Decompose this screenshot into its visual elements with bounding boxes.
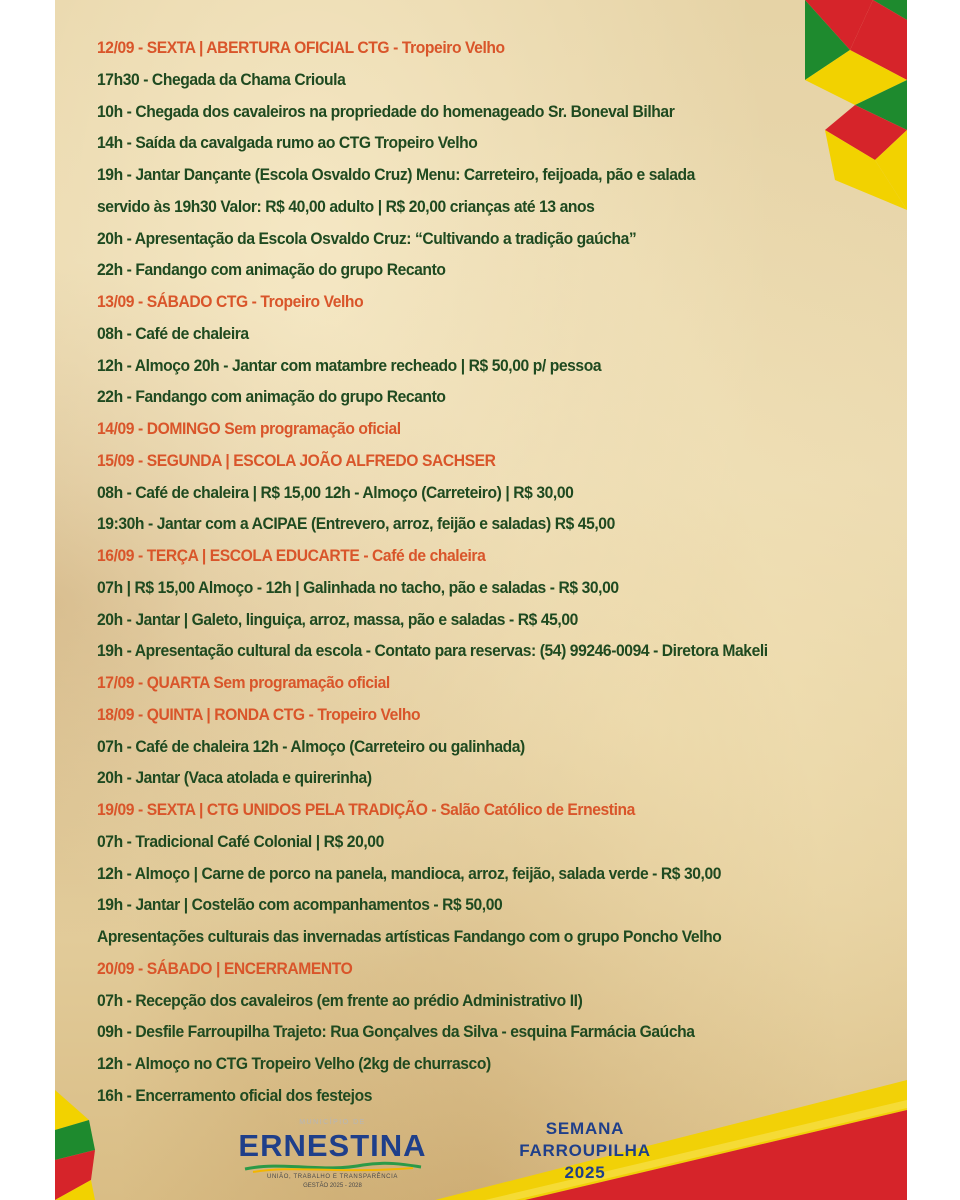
event-title-line-1: SEMANA: [545, 1119, 625, 1138]
schedule-list: [97, 32, 897, 1112]
event-poster: [55, 0, 907, 1200]
schedule-item: servido às 19h30 Valor: R$ 40,00 adulto | R$ 20,00 crianças até 13 anos: [97, 196, 595, 216]
schedule-item: 10h - Chegada dos cavaleiros na propriedade do homenageado Sr. Boneval Bilhar: [97, 101, 675, 121]
schedule-day-heading: 14/09 - DOMINGO Sem programação oficial: [97, 419, 401, 438]
logo-top-text: MUNICÍPIO DE: [299, 1119, 366, 1126]
schedule-item: 19h - Apresentação cultural da escola - Contato para reservas: (54) 99246-0094 - Diretora Makeli: [97, 641, 768, 661]
ernestina-logo: [235, 1118, 430, 1190]
schedule-day-heading: 15/09 - SEGUNDA | ESCOLA JOÃO ALFREDO SACHSER: [97, 450, 496, 470]
schedule-item: 09h - Desfile Farroupilha Trajeto: Rua Gonçalves da Silva - esquina Farmácia Gaúcha: [97, 1022, 695, 1042]
schedule-day-heading: 17/09 - QUARTA Sem programação oficial: [97, 673, 390, 692]
logo-name: ERNESTINA: [238, 1128, 427, 1163]
event-title-line-3: 2025: [564, 1163, 606, 1182]
schedule-item: 08h - Café de chaleira | R$ 15,00 12h - Almoço (Carreteiro) | R$ 30,00: [97, 482, 574, 502]
event-title-block: [495, 1118, 675, 1184]
schedule-item: 22h - Fandango com animação do grupo Recanto: [97, 260, 446, 280]
schedule-item: 17h30 - Chegada da Chama Crioula: [97, 69, 346, 89]
schedule-day-heading: 18/09 - QUINTA | RONDA CTG - Tropeiro Velho: [97, 704, 421, 724]
schedule-item: 20h - Jantar (Vaca atolada e quirerinha): [97, 768, 372, 788]
schedule-item: 22h - Fandango com animação do grupo Recanto: [97, 387, 446, 407]
schedule-item: 12h - Almoço no CTG Tropeiro Velho (2kg de churrasco): [97, 1054, 491, 1073]
schedule-item: 07h - Tradicional Café Colonial | R$ 20,00: [97, 831, 384, 851]
schedule-day-heading: 20/09 - SÁBADO | ENCERRAMENTO: [97, 958, 353, 978]
schedule-day-heading: 13/09 - SÁBADO CTG - Tropeiro Velho: [97, 292, 364, 311]
schedule-item: 08h - Café de chaleira: [97, 323, 249, 343]
logo-years: GESTÃO 2025 - 2028: [303, 1183, 362, 1189]
schedule-item: 19:30h - Jantar com a ACIPAE (Entrevero, arroz, feijão e saladas) R$ 45,00: [97, 514, 615, 534]
event-title-line-2: FARROUPILHA: [519, 1141, 651, 1160]
schedule-item: 07h - Recepção dos cavaleiros (em frente ao prédio Administrativo II): [97, 990, 583, 1010]
schedule-day-heading: 19/09 - SEXTA | CTG UNIDOS PELA TRADIÇÃO - Salão Católico de Ernestina: [97, 800, 635, 819]
schedule-item: 12h - Almoço 20h - Jantar com matambre recheado | R$ 50,00 p/ pessoa: [97, 355, 602, 375]
schedule-item: 14h - Saída da cavalgada rumo ao CTG Tropeiro Velho: [97, 133, 478, 153]
schedule-item: 16h - Encerramento oficial dos festejos: [97, 1085, 373, 1105]
schedule-item: 07h | R$ 15,00 Almoço - 12h | Galinhada no tacho, pão e saladas - R$ 30,00: [97, 577, 619, 597]
schedule-day-heading: 16/09 - TERÇA | ESCOLA EDUCARTE - Café de chaleira: [97, 546, 486, 565]
schedule-item: 07h - Café de chaleira 12h - Almoço (Carreteiro ou galinhada): [97, 736, 525, 756]
logo-tagline: UNIÃO, TRABALHO E TRANSPARÊNCIA: [267, 1174, 398, 1180]
schedule-item: 20h - Jantar | Galeto, linguiça, arroz, massa, pão e saladas - R$ 45,00: [97, 609, 578, 629]
schedule-day-heading: 12/09 - SEXTA | ABERTURA OFICIAL CTG - Tropeiro Velho: [97, 38, 505, 57]
schedule-item: 20h - Apresentação da Escola Osvaldo Cruz: “Cultivando a tradição gaúcha”: [97, 228, 637, 248]
schedule-item: 12h - Almoço | Carne de porco na panela, mandioca, arroz, feijão, salada verde - R$ 30,00: [97, 863, 722, 883]
schedule-item: Apresentações culturais das invernadas artísticas Fandango com o grupo Poncho Velho: [97, 927, 722, 946]
schedule-item: 19h - Jantar | Costelão com acompanhamentos - R$ 50,00: [97, 895, 503, 915]
schedule-item: 19h - Jantar Dançante (Escola Osvaldo Cruz) Menu: Carreteiro, feijoada, pão e salada: [97, 165, 695, 184]
